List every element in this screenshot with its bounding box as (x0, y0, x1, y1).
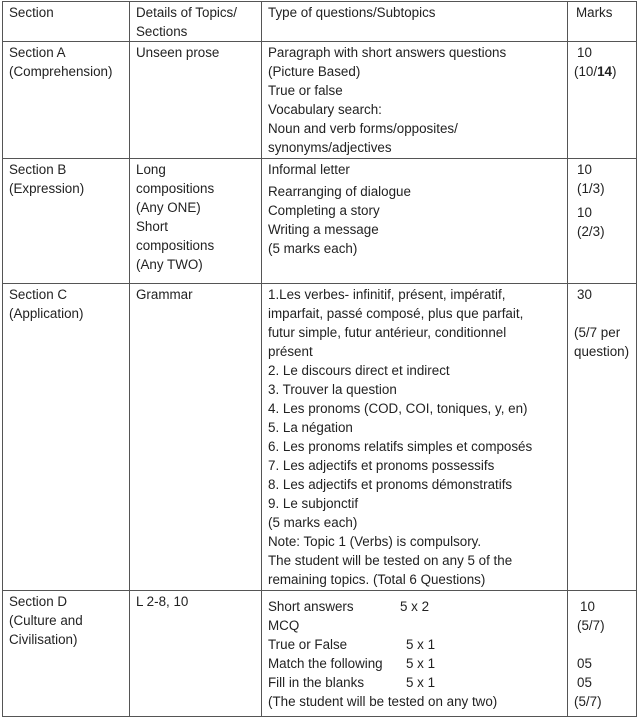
marks-ratio-open: (10/ (574, 64, 598, 79)
row-section-c (3, 284, 637, 591)
section-a-type-item: synonyms/adjectives (268, 140, 392, 155)
section-d-detail: L 2-8, 10 (136, 594, 189, 609)
section-a-type-item: Noun and verb forms/opposites/ (268, 121, 458, 136)
section-c-types (262, 284, 568, 591)
type-value: 5 x 1 (406, 637, 436, 652)
section-d-type-item (268, 673, 561, 692)
type-value: 5 x 1 (406, 675, 436, 690)
header-details-label: Details of Topics/ Sections (136, 5, 237, 39)
section-a-type-item: (Picture Based) (268, 64, 361, 79)
section-d-marks-ratio: (5/7) (577, 618, 605, 633)
type-label: Fill in the blanks (268, 675, 365, 690)
header-row (3, 2, 637, 42)
section-d-type-item (268, 616, 561, 635)
section-d-types (262, 591, 568, 717)
section-b-subtitle: (Expression) (9, 181, 85, 196)
section-b-type-item: Informal letter (268, 162, 350, 177)
section-a-subtitle: (Comprehension) (9, 64, 113, 79)
section-c-subtitle: (Application) (9, 306, 84, 321)
section-c-detail: Grammar (136, 287, 193, 302)
section-c-type-item: 1.Les verbes- infinitif, présent, impératif, (268, 287, 506, 302)
section-d-type-item (268, 635, 561, 654)
section-a-type-item: True or false (268, 83, 343, 98)
section-d-details (130, 591, 262, 717)
section-c-type-item: futur simple, futur antérieur, conditionnel (268, 325, 507, 340)
section-b-detail: Short (136, 219, 169, 234)
section-d-marks-value: 05 (577, 656, 592, 671)
section-b-detail: (Any TWO) (136, 257, 203, 272)
section-a-marks-value: 10 (577, 45, 592, 60)
row-section-d (3, 591, 637, 717)
section-b-marks-value: 10 (577, 162, 592, 177)
section-d-marks-ratio: (5/7) (574, 694, 602, 709)
section-c-type-item: 7. Les adjectifs et pronoms possessifs (268, 458, 495, 473)
header-marks (568, 2, 637, 42)
type-label: MCQ (268, 618, 300, 633)
section-b-marks-ratio: (1/3) (577, 181, 605, 196)
section-c-type-item: imparfait, passé composé, plus que parfait, (268, 306, 524, 321)
section-c-details (130, 284, 262, 591)
section-c-marks (568, 284, 637, 591)
section-a-detail: Unseen prose (136, 45, 220, 60)
section-a-details (130, 42, 262, 159)
section-c-type-item: 3. Trouver la question (268, 382, 397, 397)
section-d-cell (3, 591, 130, 717)
section-c-type-item: 6. Les pronoms relatifs simples et composés (268, 439, 533, 454)
section-c-type-item: The student will be tested on any 5 of the (268, 553, 513, 568)
header-details (130, 2, 262, 42)
section-a-type-item: Paragraph with short answers questions (268, 45, 507, 60)
header-type-label: Type of questions/Subtopics (268, 5, 436, 20)
section-b-details (130, 159, 262, 284)
section-c-marks-ratio: question) (574, 344, 630, 359)
section-a-cell (3, 42, 130, 159)
header-section (3, 2, 130, 42)
marks-ratio-close: ) (611, 64, 617, 79)
section-c-title: Section C (9, 287, 68, 302)
section-d-marks-value: 05 (577, 675, 592, 690)
section-b-detail: compositions (136, 238, 215, 253)
section-d-marks-value: 10 (580, 599, 595, 614)
section-a-type-item: Vocabulary search: (268, 102, 382, 117)
type-label: Match the following (268, 656, 383, 671)
section-c-type-item: 2. Le discours direct et indirect (268, 363, 450, 378)
syllabus-table (2, 1, 637, 717)
section-d-subtitle: Civilisation) (9, 632, 78, 647)
section-b-type-item: Writing a message (268, 222, 379, 237)
type-label: Short answers (268, 599, 354, 614)
section-c-type-item: 4. Les pronoms (COD, COI, toniques, y, en) (268, 401, 528, 416)
section-c-cell (3, 284, 130, 591)
section-c-type-item: 9. Le subjonctif (268, 496, 359, 511)
section-d-marks (568, 591, 637, 717)
section-b-type-item: (5 marks each) (268, 241, 358, 256)
section-b-type-item: Completing a story (268, 203, 380, 218)
section-c-type-item: Note: Topic 1 (Verbs) is compulsory. (268, 534, 482, 549)
section-b-marks (568, 159, 637, 284)
row-section-b (3, 159, 637, 284)
section-b-detail: compositions (136, 181, 215, 196)
section-b-detail: (Any ONE) (136, 200, 201, 215)
section-b-cell (3, 159, 130, 284)
section-b-marks-ratio: (2/3) (577, 224, 605, 239)
section-c-type-item: (5 marks each) (268, 515, 358, 530)
type-value: 5 x 1 (406, 656, 436, 671)
section-c-marks-ratio: (5/7 per (574, 325, 621, 340)
section-c-marks-value: 30 (577, 287, 592, 302)
section-b-title: Section B (9, 162, 67, 177)
header-marks-label: Marks (576, 5, 613, 20)
section-a-marks-ratio (574, 62, 630, 81)
section-c-type-item: présent (268, 344, 313, 359)
section-b-type-item: Rearranging of dialogue (268, 184, 411, 199)
section-b-detail: Long (136, 162, 166, 177)
section-d-title: Section D (9, 594, 68, 609)
header-section-label: Section (9, 5, 54, 20)
section-d-type-item (268, 654, 561, 673)
header-type (262, 2, 568, 42)
section-a-marks (568, 42, 637, 159)
section-b-types (262, 159, 568, 284)
marks-ratio-bold: 14 (597, 64, 612, 79)
section-d-note: (The student will be tested on any two) (268, 694, 498, 709)
section-c-type-item: remaining topics. (Total 6 Questions) (268, 572, 486, 587)
type-label: True or False (268, 637, 348, 652)
section-c-type-item: 8. Les adjectifs et pronoms démonstratifs (268, 477, 513, 492)
section-a-title: Section A (9, 45, 66, 60)
row-section-a (3, 42, 637, 159)
type-value: 5 x 2 (400, 599, 430, 614)
section-b-marks-value: 10 (577, 205, 592, 220)
section-c-type-item: 5. La négation (268, 420, 353, 435)
section-a-types (262, 42, 568, 159)
section-d-type-item (268, 597, 561, 616)
section-d-subtitle: (Culture and (9, 613, 83, 628)
